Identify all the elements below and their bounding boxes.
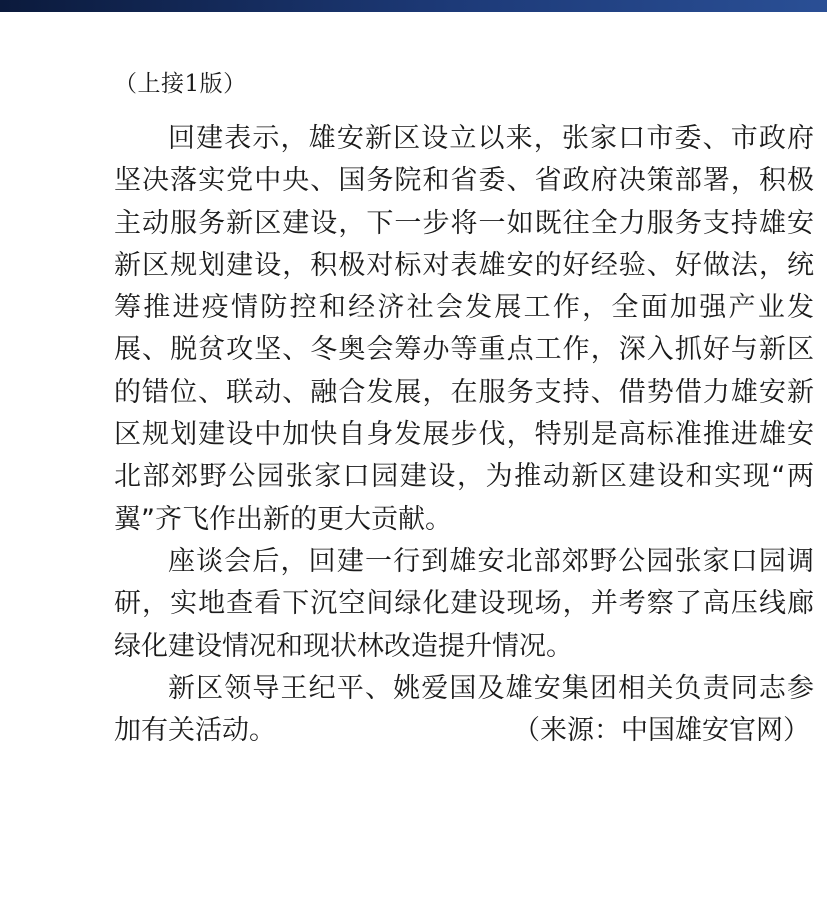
article-paragraph-3 [114,668,814,753]
top-decorative-bar [0,0,827,12]
article-paragraph-2: 座谈会后，回建一行到雄安北部郊野公园张家口园调研，实地查看下沉空间绿化建设现场，并考察了高压线廊绿化建设情况和现状林改造提升情况。 [114,545,814,662]
article-paragraph-3-text: 新区领导王纪平、姚爱国及雄安集团相关负责同志参加有关活动。 [114,672,814,747]
article-paragraph-1: 回建表示，雄安新区设立以来，张家口市委、市政府坚决落实党中央、国务院和省委、省政府决策部署，积极主动服务新区建设，下一步将一如既往全力服务支持雄安新区规划建设，积极对标对表雄安的好经验、好做法，统筹推进疫情防控和经济社会发展工作，全面加强产业发展、脱贫攻坚、冬奥会筹办等重点工作，深入抓好与新区的错位、联动、融合发展，在服务支持、借势借力雄安新区规划建设中加快自身发展步伐，特别是高标准推进雄安北部郊野公园张家口园建设，为推动新区建设和实现“两翼”齐飞作出新的更大贡献。 [114,123,814,535]
continued-from-page-label: （上接1版） [114,71,247,97]
article-body [114,64,814,752]
article-source: （来源：中国雄安官网） [513,715,810,747]
